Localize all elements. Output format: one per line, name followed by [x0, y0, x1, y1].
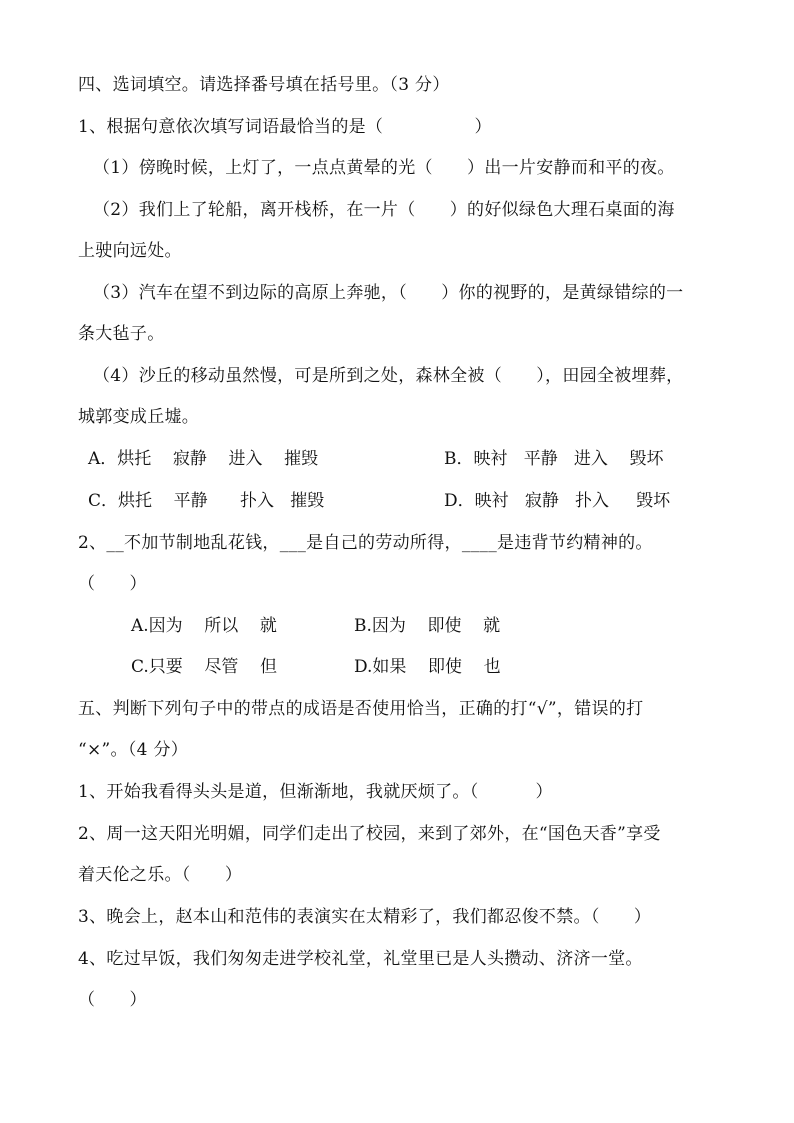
- q1-sentence-3a: （3）汽车在望不到边际的高原上奔驰，（ ）你的视野的，是黄绿错综的一: [93, 283, 684, 303]
- q2-answer-paren: （ ）: [78, 574, 147, 594]
- s5-item-2a: 2、周一这天阳光明媚，同学们走出了校园，来到了郊外，在“国色天香”享受: [78, 824, 661, 844]
- s5-item-4a: 4、吃过早饭，我们匆匆走进学校礼堂，礼堂里已是人头攒动、济济一堂。: [78, 949, 643, 969]
- section4-heading: 四、选词填空。请选择番号填在括号里。（3 分）: [78, 75, 450, 95]
- q2-option-a: A.因为 所以 就: [131, 616, 277, 636]
- s5-item-2b: 着天伦之乐。（ ）: [78, 865, 243, 885]
- q1-option-b: B．映衬 平静 进入 毁坏: [444, 449, 664, 469]
- section5-heading-cont: “×”。（4 分）: [78, 740, 189, 760]
- s5-item-1: 1、开始我看得头头是道，但渐渐地，我就厌烦了。（ ）: [78, 782, 553, 802]
- s5-item-3: 3、晚会上，赵本山和范伟的表演实在太精彩了，我们都忍俊不禁。（ ）: [78, 907, 652, 927]
- q1-option-a: A．烘托 寂静 进入 摧毁: [88, 449, 319, 469]
- q1-sentence-3b: 条大毡子。: [78, 324, 165, 344]
- q2-option-d: D.如果 即使 也: [354, 657, 501, 677]
- q1-sentence-2b: 上驶向远处。: [78, 241, 182, 261]
- s5-item-4b: （ ）: [78, 990, 147, 1010]
- q1-option-c: C．烘托 平静 扑入 摧毁: [88, 491, 325, 511]
- q1-sentence-1: （1）傍晚时候，上灯了，一点点黄晕的光（ ）出一片安静而和平的夜。: [93, 158, 675, 178]
- q1-stem: 1、根据句意依次填写词语最恰当的是（ ）: [78, 117, 492, 137]
- q2-option-b: B.因为 即使 就: [354, 616, 501, 636]
- q1-sentence-2a: （2）我们上了轮船，离开栈桥，在一片（ ）的好似绿色大理石桌面的海: [93, 200, 675, 220]
- q1-sentence-4b: 城郭变成丘墟。: [78, 407, 200, 427]
- q1-option-d: D．映衬 寂静 扑入 毁坏: [444, 491, 671, 511]
- q2-stem: 2、__不加节制地乱花钱，___是自己的劳动所得，____是违背节约精神的。: [78, 533, 653, 553]
- q2-option-c: C.只要 尽管 但: [131, 657, 278, 677]
- q1-sentence-4a: （4）沙丘的移动虽然慢，可是所到之处，森林全被（ ），田园全被埋葬，: [93, 366, 684, 386]
- section5-heading: 五、判断下列句子中的带点的成语是否使用恰当，正确的打“√”，错误的打: [78, 699, 644, 719]
